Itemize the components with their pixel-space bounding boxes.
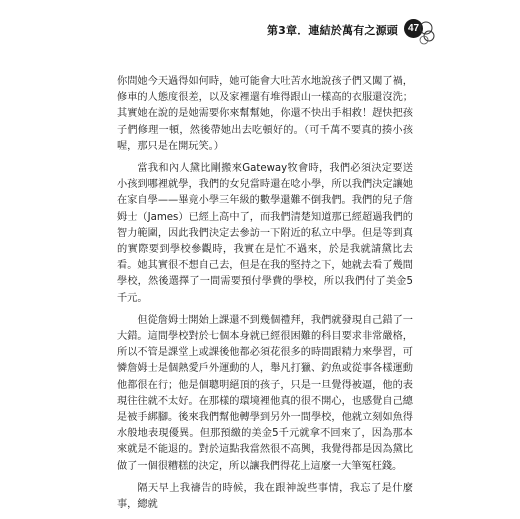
running-header bbox=[0, 0, 520, 50]
paragraph-3: 但從詹姆士開始上課還不到幾個禮拜，我們就發現自己錯了一大錯。這間學校對於七個本身就已經很困難的科目要求非常嚴格，所以不管是課堂上或課後他都必須花很多的時間跟精力來學習，可憐詹姆士是個熱愛戶外運動的人，舉凡打獵、釣魚或從事各樣運動他都很在行；他是個聰明絕頂的孩子，只是一旦覺得被逼，他的表現往往就不太好。在那樣的環境裡他真的很不開心，也感覺自己總是被手綁腳。後來我們幫他轉學到另外一間學校，他就立刻如魚得水般地表現優異。但那預繳的美金5千元就拿不回來了，因為那本來就是不能退的。對於這點我當然很不高興，我覺得都是因為黛比做了一個很糟糕的決定，所以讓我們得花上這麼一大筆冤枉錢。 bbox=[117, 314, 413, 472]
ring-ornament-icon bbox=[412, 20, 436, 46]
body-text bbox=[117, 74, 413, 519]
paragraph-1: 你問她今天過得如何時，她可能會大吐苦水地說孩子們又闖了禍，修車的人態度很差，以及家裡還有堆得跟山一樣高的衣服還沒洗；其實她在說的是她需要你來幫幫她，你還不快出手相救！趕快把孩子們修理一頓，然後帶她出去吃頓好的。（可千萬不要真的揍小孩喔，那只是在開玩笑。） bbox=[117, 76, 413, 152]
paragraph-4: 隔天早上我禱告的時候，我在跟神說些事情，我忘了是什麼事，總就 bbox=[117, 482, 413, 511]
page-number-badge: 47 bbox=[404, 19, 423, 38]
paragraph-2: 當我和內人黛比剛搬來Gateway牧會時，我們必須決定要送小孩到哪裡就學，我們的女兒當時還在唸小學，所以我們決定讓她在家自學——畢竟小學三年級的數學還難不倒我們。我們的兒子詹姆士（James）已經上高中了，而我們清楚知道那已經超過我們的智力範圍，因此我們決定去參訪一下附近的私立中學。但是等到真的實際要到學校參觀時，我實在是忙不過來，於是我就請黛比去看。她其實很不想自己去，但是在我的堅持之下，她就去看了幾間學校，然後選擇了一間需要預付學費的學校，所以我們付了美金5千元。 bbox=[117, 163, 413, 304]
chapter-title: 第3章．連結於萬有之源頭 bbox=[266, 24, 398, 37]
